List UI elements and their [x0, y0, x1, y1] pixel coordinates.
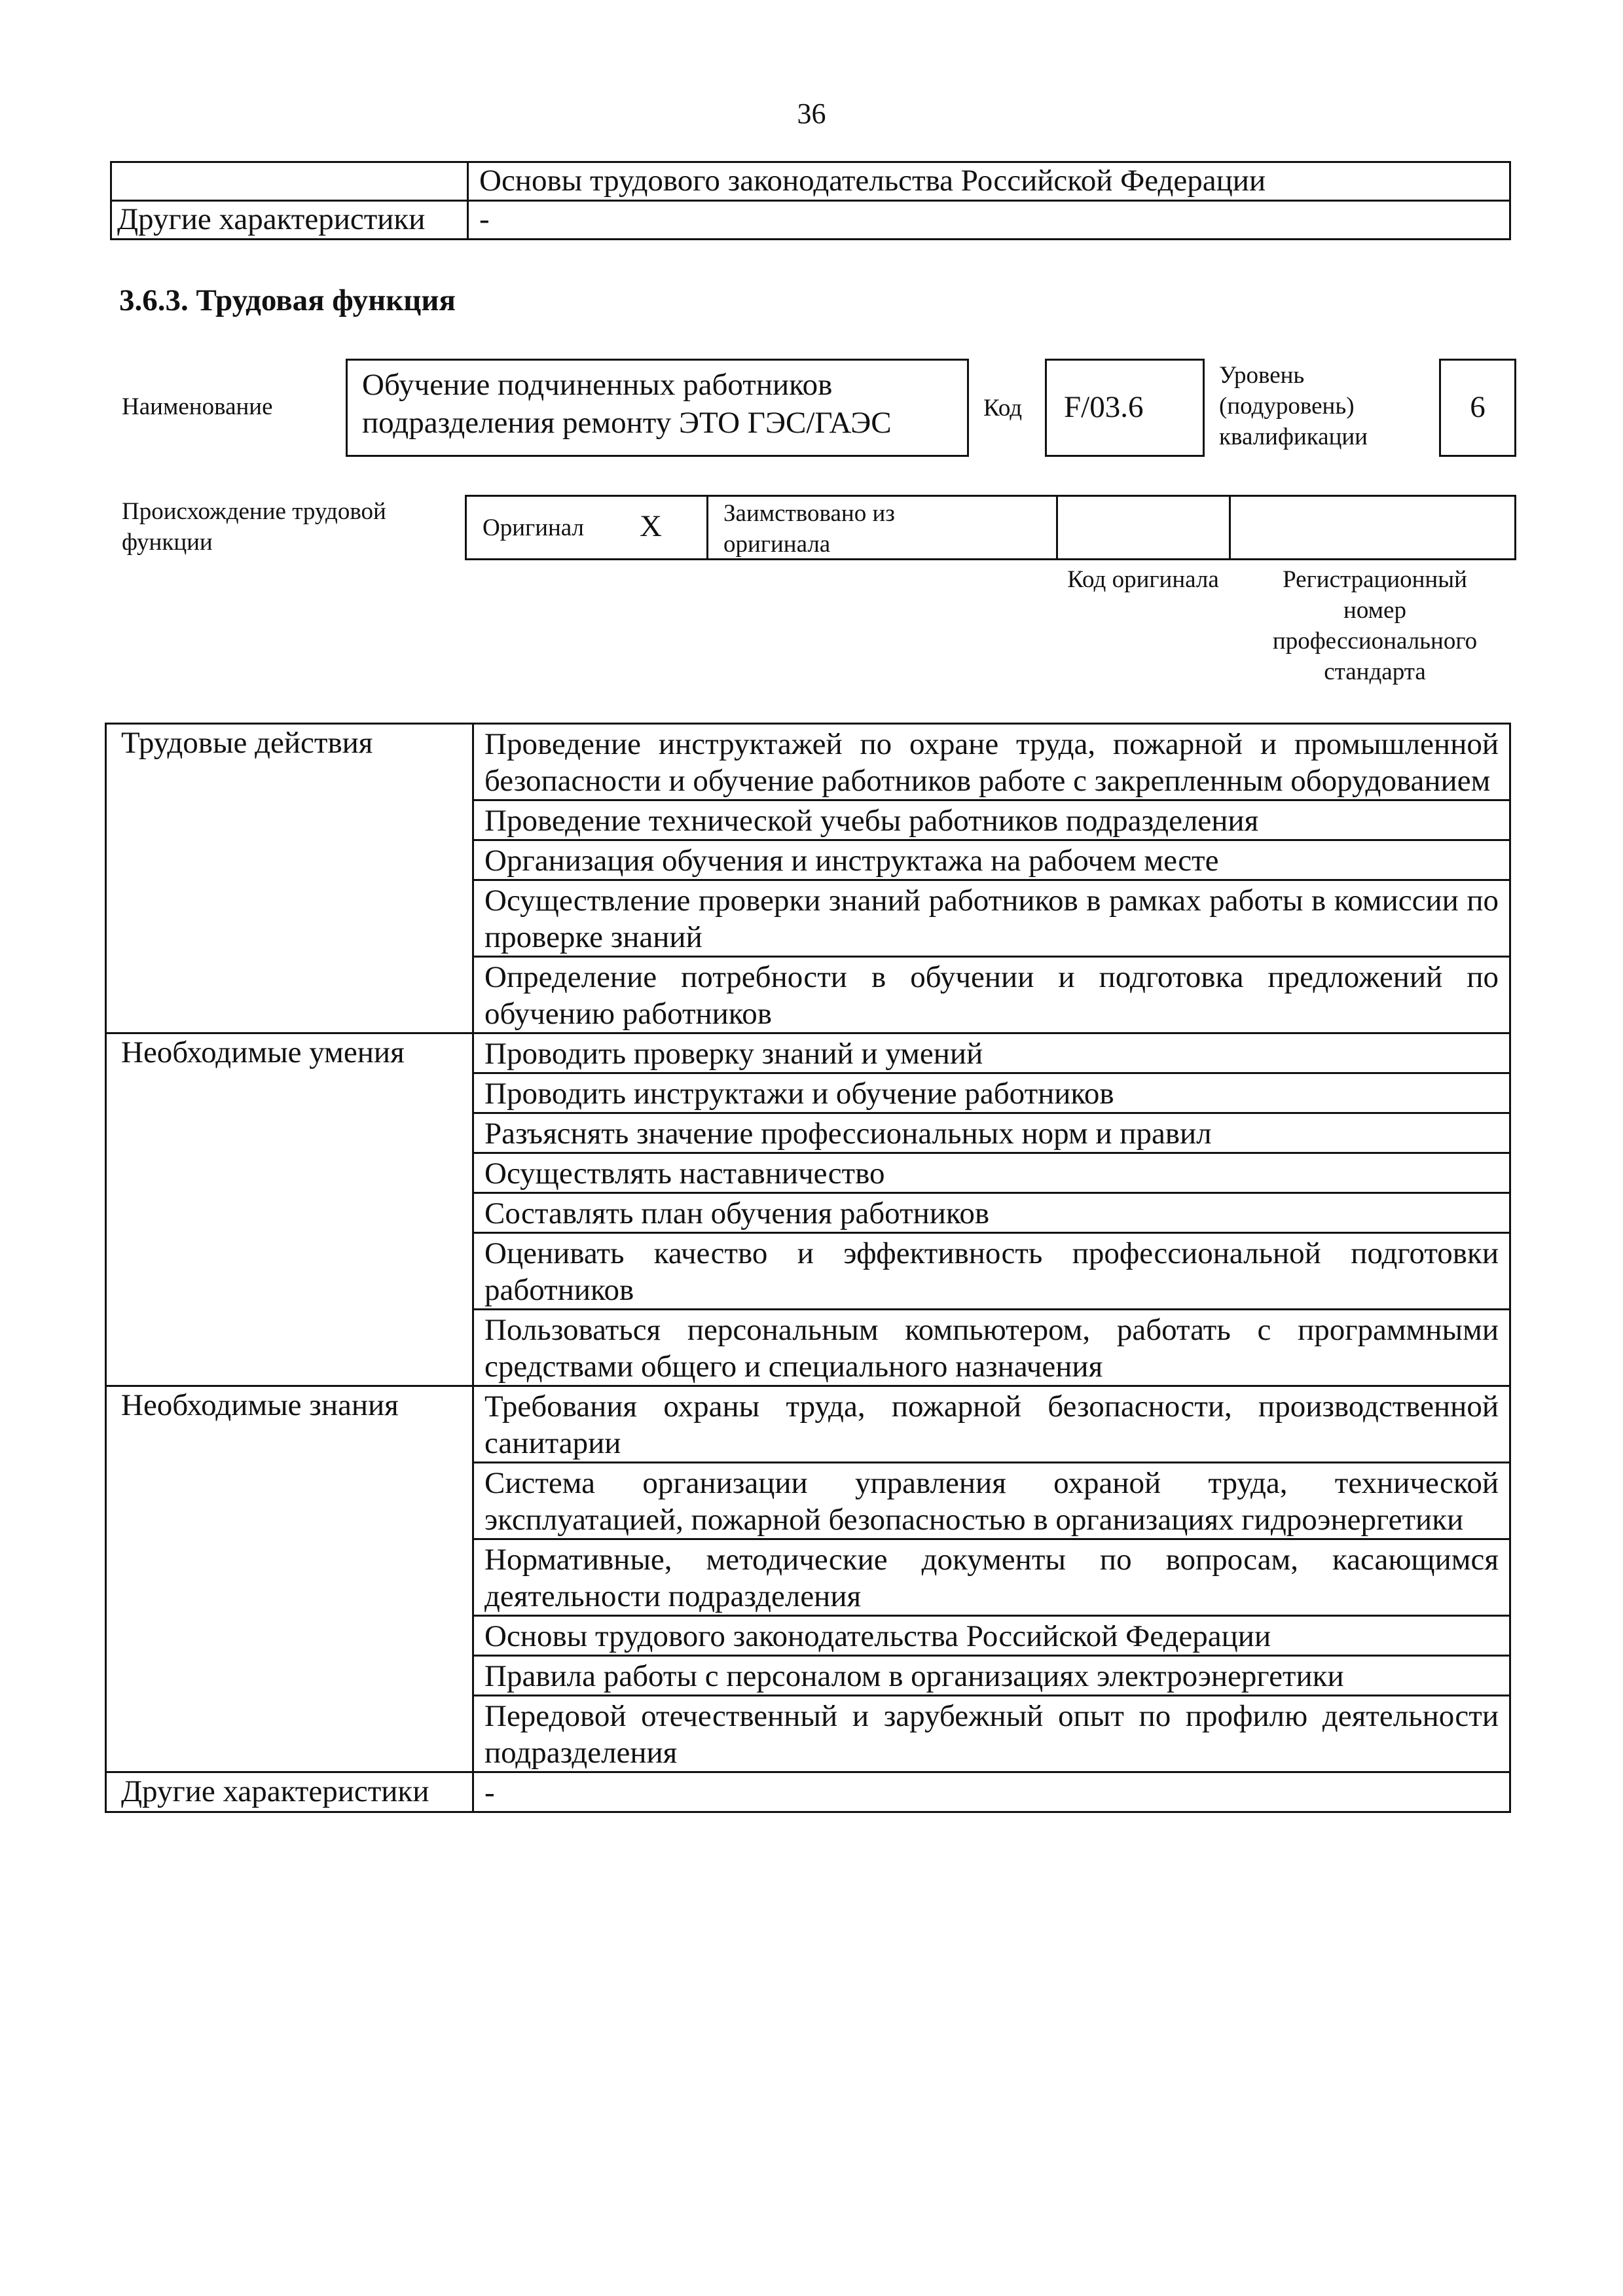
- divider: [1229, 497, 1231, 558]
- table-cell-value: -: [468, 201, 1510, 240]
- table-cell-value: Разъяснять значение профессиональных норм и правил: [473, 1113, 1510, 1153]
- code-label: Код: [983, 395, 1023, 422]
- function-table: [105, 723, 1511, 1813]
- table-cell-value: Передовой отечественный и зарубежный опыт по профилю деятельности подразделения: [473, 1696, 1510, 1772]
- table-row: [106, 1033, 1510, 1073]
- level-box: [1439, 359, 1516, 457]
- table-cell-value: Требования охраны труда, пожарной безопасности, производственной санитарии: [473, 1386, 1510, 1463]
- code-box: [1045, 359, 1205, 457]
- level-value: 6: [1470, 390, 1486, 424]
- table-row: [111, 201, 1510, 240]
- table-cell-value: Основы трудового законодательства Российской Федерации: [468, 162, 1510, 201]
- code-original-caption: Код оригинала: [1067, 566, 1219, 593]
- table-cell-value: Организация обучения и инструктажа на рабочем месте: [473, 840, 1510, 880]
- divider: [706, 497, 708, 558]
- borrowed-label: Заимствовано из оригинала: [723, 500, 895, 558]
- divider: [1056, 497, 1058, 558]
- table-cell-value: Нормативные, методические документы по вопросам, касающимся деятельности подразделения: [473, 1539, 1510, 1616]
- origin-box: [465, 495, 1516, 560]
- table-row: [106, 1386, 1510, 1463]
- table-cell-value: Проводить проверку знаний и умений: [473, 1033, 1510, 1073]
- skills-label: Необходимые умения: [106, 1033, 473, 1386]
- section-title: 3.6.3. Трудовая функция: [119, 283, 456, 317]
- table-cell-value: Осуществление проверки знаний работников в рамках работы в комиссии по проверке знаний: [473, 880, 1510, 957]
- previous-section-table: [110, 161, 1511, 240]
- table-cell-value: Проведение технической учебы работников подразделения: [473, 800, 1510, 840]
- origin-label: Происхождение трудовой функции: [122, 498, 386, 556]
- page-number: 36: [797, 98, 826, 130]
- labor-actions-label: Трудовые действия: [106, 724, 473, 1033]
- table-cell-value: Правила работы с персоналом в организациях электроэнергетики: [473, 1656, 1510, 1696]
- original-label: Оригинал: [483, 514, 585, 541]
- table-cell-value: Система организации управления охраной труда, технической эксплуатацией, пожарной безопасностью в организациях гидроэнергетики: [473, 1463, 1510, 1539]
- table-row: [111, 162, 1510, 201]
- table-cell-value: Пользоваться персональным компьютером, работать с программными средствами общего и специального назначения: [473, 1310, 1510, 1386]
- name-label: Наименование: [122, 393, 273, 420]
- table-cell-value: Проводить инструктажи и обучение работников: [473, 1073, 1510, 1113]
- level-label: Уровень (подуровень) квалификации: [1219, 362, 1368, 450]
- code-value: F/03.6: [1064, 390, 1144, 424]
- table-cell-value: -: [473, 1772, 1510, 1812]
- table-cell-value: Составлять план обучения работников: [473, 1193, 1510, 1233]
- table-cell-label: Другие характеристики: [111, 201, 468, 240]
- reg-number-caption: Регистрационный номер профессионального стандарта: [1272, 566, 1478, 685]
- name-value: Обучение подчиненных работников подразделения ремонту ЭТО ГЭС/ГАЭС: [362, 368, 892, 440]
- table-cell-value: Определение потребности в обучении и подготовка предложений по обучению работников: [473, 957, 1510, 1033]
- table-row: [106, 724, 1510, 800]
- knowledge-label: Необходимые знания: [106, 1386, 473, 1772]
- table-cell-value: Оценивать качество и эффективность профессиональной подготовки работников: [473, 1233, 1510, 1310]
- original-mark: X: [640, 509, 662, 543]
- table-cell-value: Проведение инструктажей по охране труда, пожарной и промышленной безопасности и обучение работников работе с закрепленным оборудованием: [473, 724, 1510, 800]
- other-label: Другие характеристики: [106, 1772, 473, 1812]
- name-box: [346, 359, 969, 457]
- table-cell-value: Основы трудового законодательства Российской Федерации: [473, 1616, 1510, 1656]
- table-cell-value: Осуществлять наставничество: [473, 1153, 1510, 1193]
- table-row: [106, 1772, 1510, 1812]
